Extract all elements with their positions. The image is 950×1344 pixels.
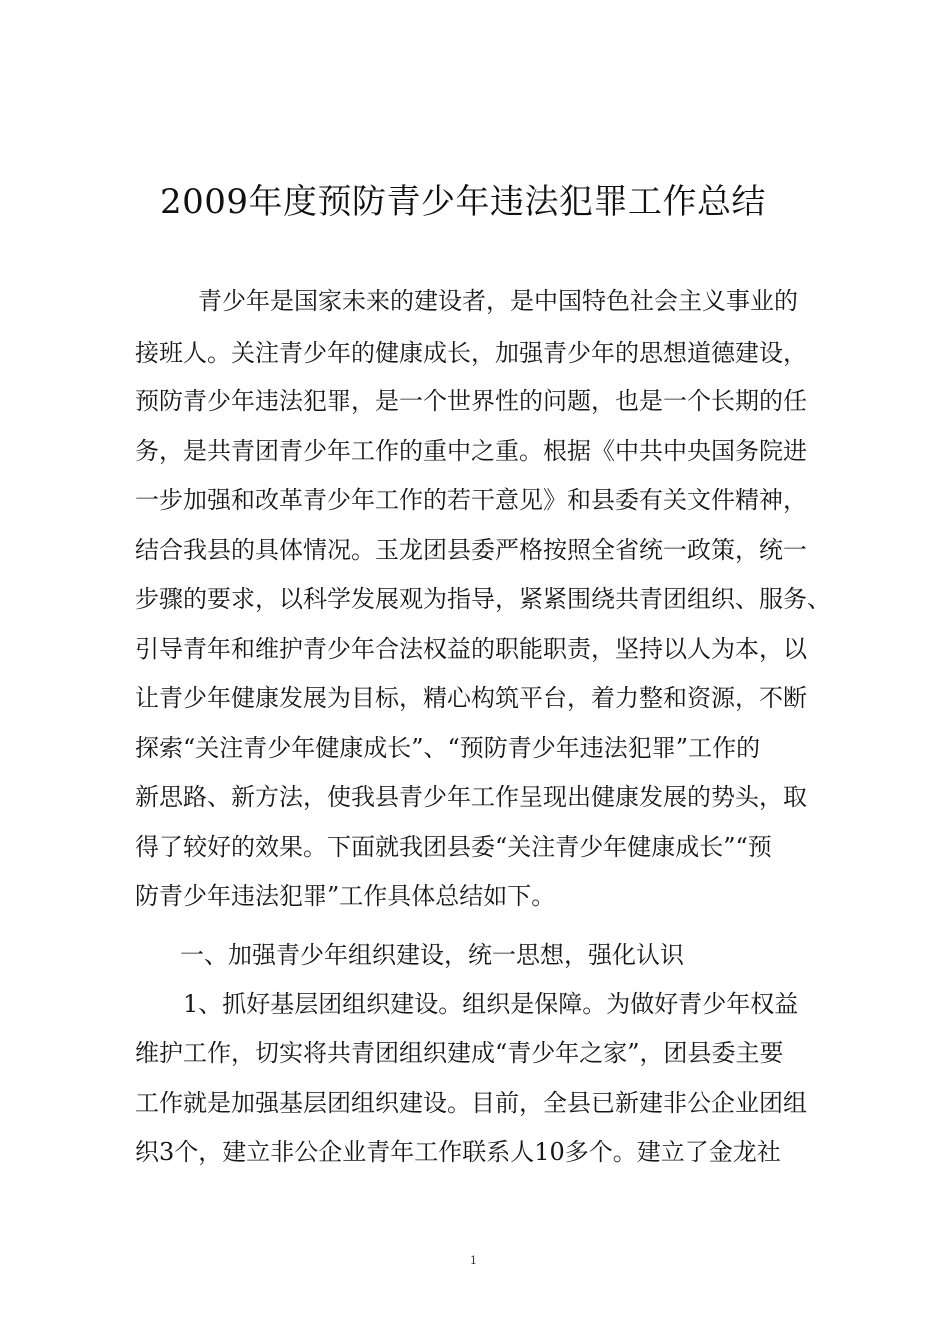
paragraph-line: 预防青少年违法犯罪，是一个世界性的问题，也是一个长期的任 <box>135 387 807 415</box>
section-heading: 一、加强青少年组织建设，统一思想，强化认识 <box>180 941 684 969</box>
paragraph-line: 引导青年和维护青少年合法权益的职能职责，坚持以人为本，以 <box>135 635 807 663</box>
page-number: 1 <box>470 1254 477 1267</box>
paragraph-line: 结合我县的具体情况。玉龙团县委严格按照全省统一政策，统一 <box>135 536 807 564</box>
paragraph-line: 维护工作，切实将共青团组织建成“青少年之家”，团县委主要 <box>135 1039 784 1067</box>
paragraph-line: 务，是共青团青少年工作的重中之重。根据《中共中央国务院进 <box>135 437 807 465</box>
paragraph-line: 青少年是国家未来的建设者，是中国特色社会主义事业的 <box>198 287 798 315</box>
paragraph-line: 新思路、新方法，使我县青少年工作呈现出健康发展的势头，取 <box>135 783 807 811</box>
paragraph-line: 织3个，建立非公企业青年工作联系人10多个。建立了金龙社 <box>135 1138 781 1166</box>
paragraph-line: 接班人。关注青少年的健康成长，加强青少年的思想道德建设， <box>135 339 807 367</box>
paragraph-line: 让青少年健康发展为目标，精心构筑平台，着力整和资源，不断 <box>135 684 807 712</box>
paragraph-line: 防青少年违法犯罪”工作具体总结如下。 <box>135 882 556 910</box>
paragraph-line: 一步加强和改革青少年工作的若干意见》和县委有关文件精神， <box>135 486 807 514</box>
document-title: 2009年度预防青少年违法犯罪工作总结 <box>160 182 767 222</box>
paragraph-line: 工作就是加强基层团组织建设。目前，全县已新建非公企业团组 <box>135 1089 807 1117</box>
paragraph-line: 步骤的要求，以科学发展观为指导，紧紧围绕共青团组织、服务、 <box>135 585 831 613</box>
paragraph-line: 探索“关注青少年健康成长”、“预防青少年违法犯罪”工作的 <box>135 734 761 762</box>
paragraph-line: 得了较好的效果。下面就我团县委“关注青少年健康成长”“预 <box>135 833 772 861</box>
paragraph-line: 1、抓好基层团组织建设。组织是保障。为做好青少年权益 <box>183 990 799 1018</box>
